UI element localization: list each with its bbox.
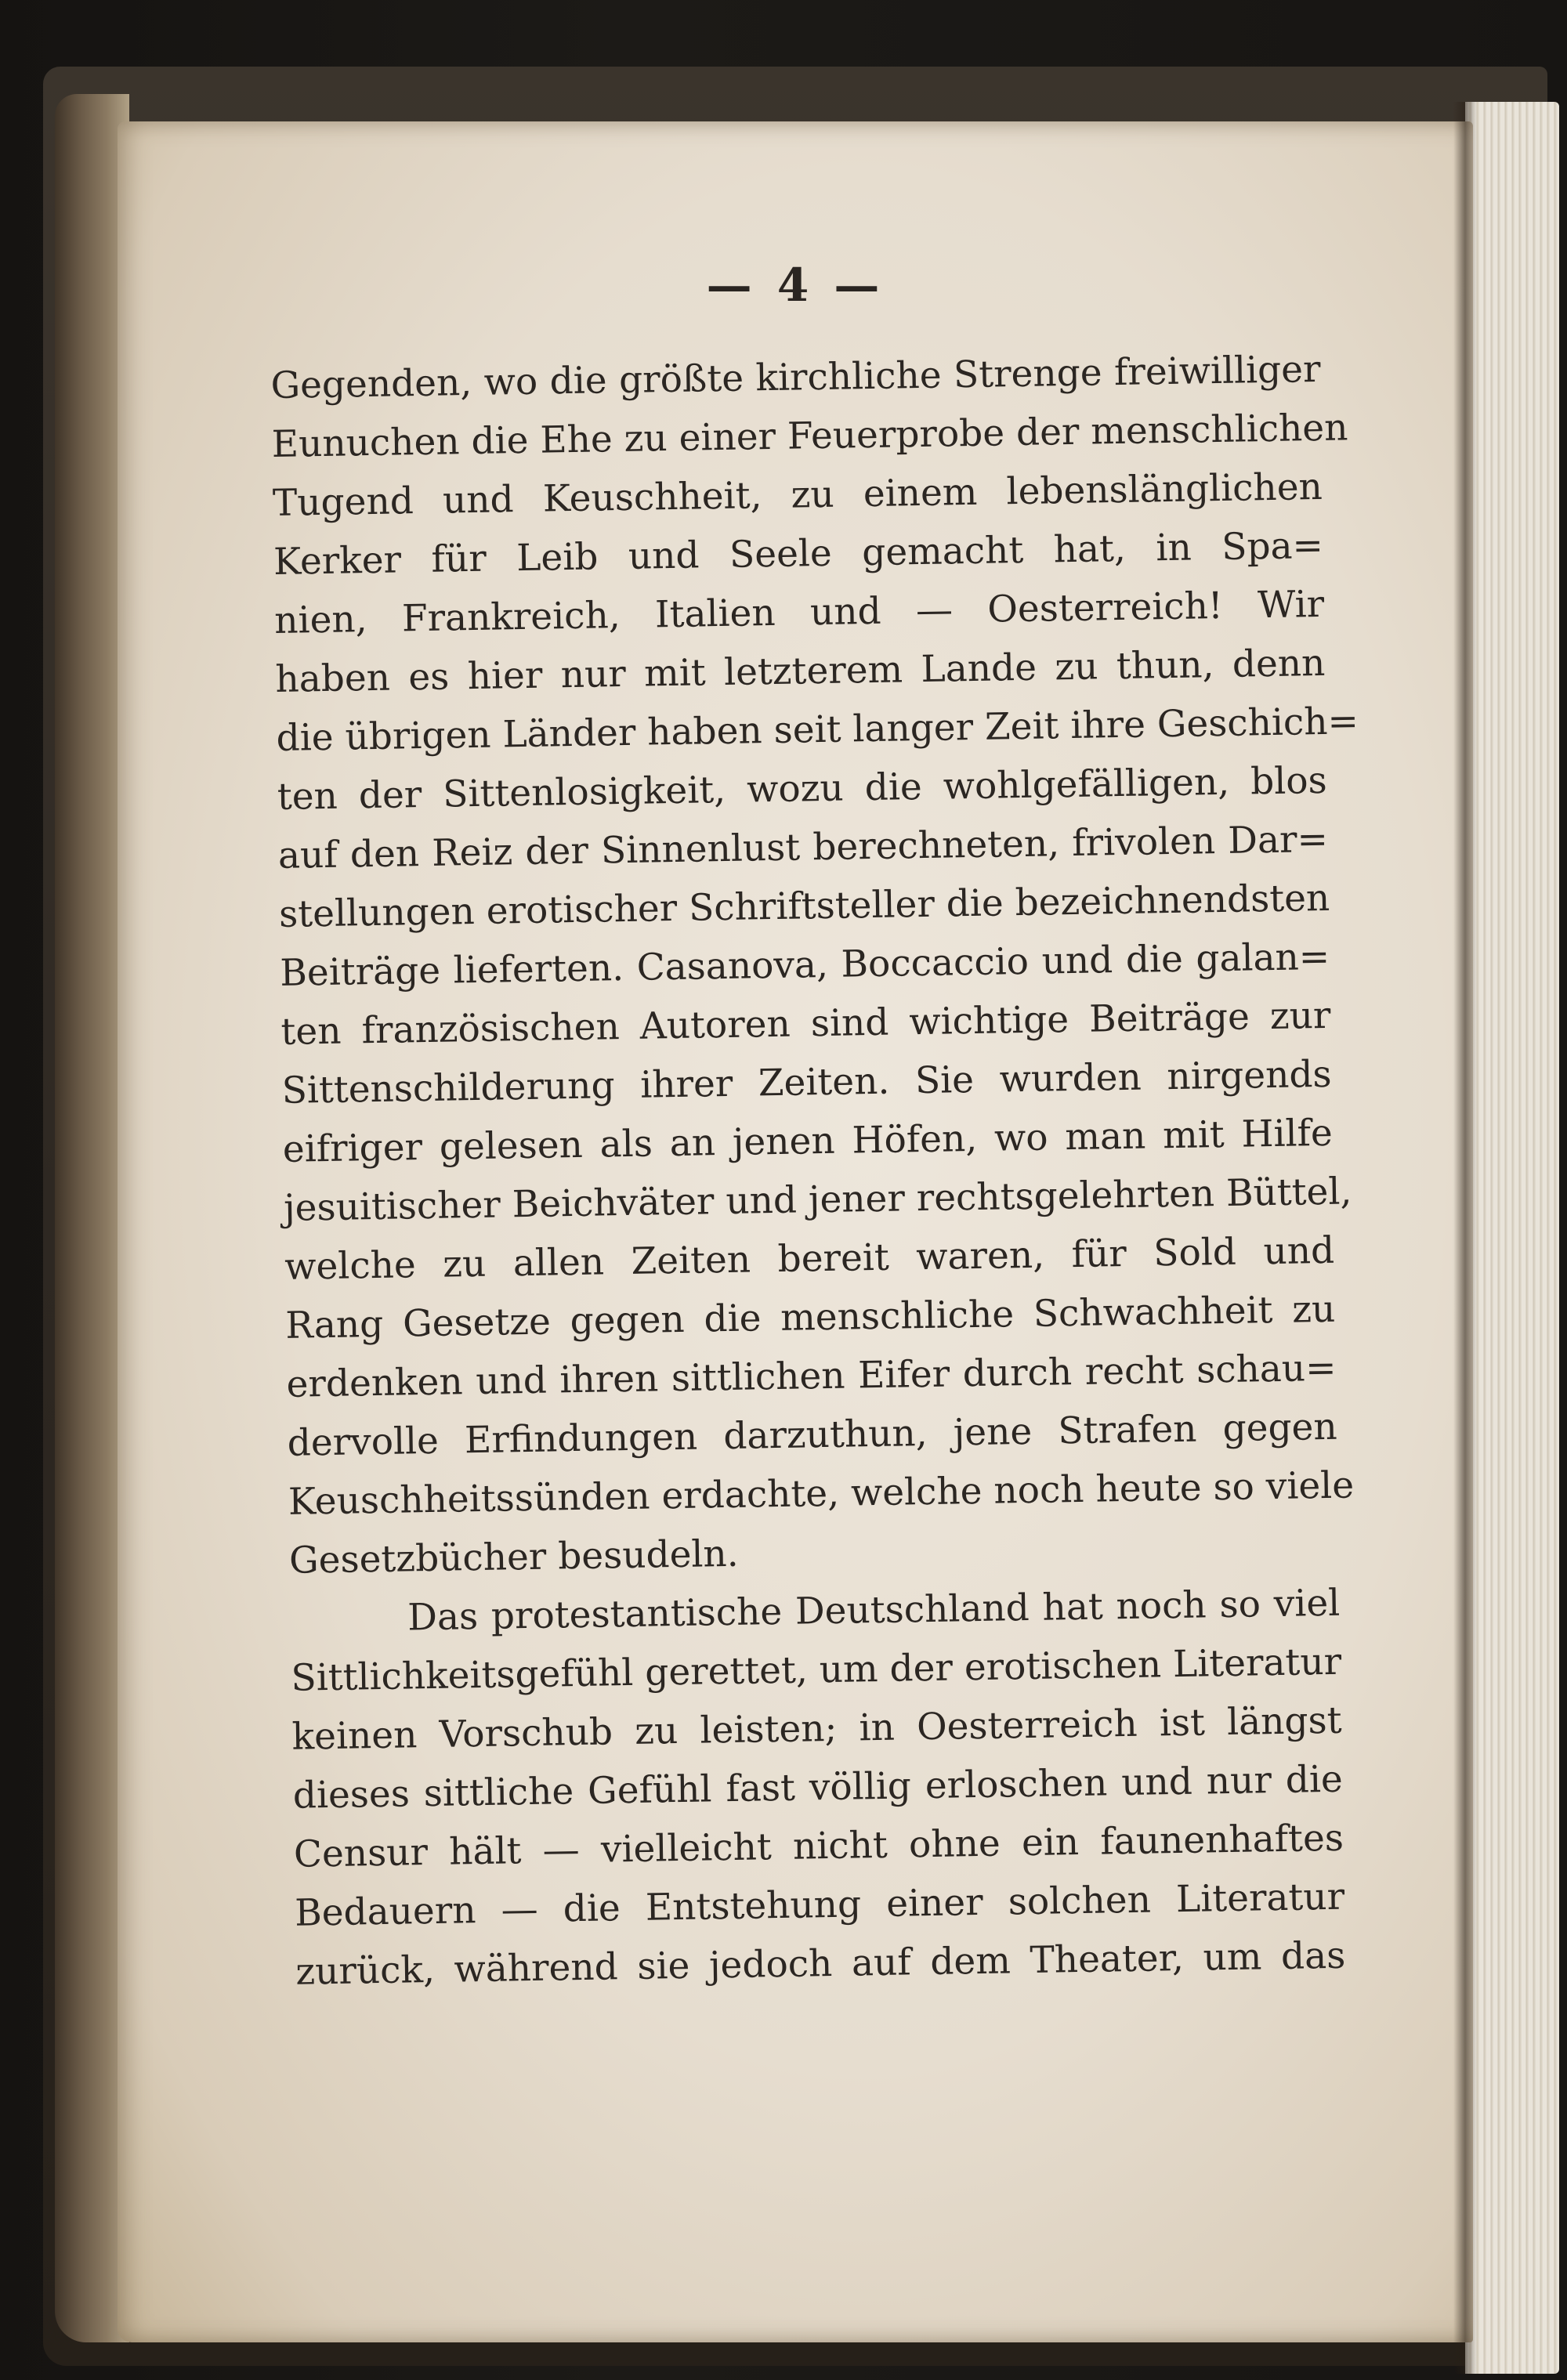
text-line: eifriger gelesen als an jenen Höfen, wo man mit Hilfe [282,1111,1334,1171]
gutter-shadow [1453,102,1477,2374]
text-line: ten französischen Autoren sind wichtige Beiträge zur [280,993,1331,1054]
page-number: — 4 — [706,259,885,312]
text-line: Tugend und Keuschheit, zu einem lebenslänglichen [272,465,1323,525]
text-line: stellungen erotischer Schriftsteller die bezeichnendsten [278,876,1330,936]
text-line: Sittlichkeitsgefühl gerettet, um der erotischen Literatur [291,1640,1342,1700]
text-line: jesuitischer Beichväter und jener rechtsgelehrten Büttel, [283,1170,1352,1230]
text-line: Keuschheitssünden erdachte, welche noch heute so viele [288,1463,1355,1524]
text-line: Beiträge lieferten. Casanova, Boccaccio und die galan= [279,935,1330,995]
text-line: ten der Sittenlosigkeit, wozu die wohlgefälligen, blos [277,758,1328,819]
text-line: keinen Vorschub zu leisten; in Oesterreich ist längst [291,1698,1342,1759]
text-line: welche zu allen Zeiten bereit waren, für Sold und [284,1228,1335,1289]
text-line: Rang Gesetze gegen die menschliche Schwachheit zu [285,1287,1336,1347]
text-line: zurück, während sie jedoch auf dem Theater, um das [295,1933,1346,1994]
text-line: Gegenden, wo die größte kirchliche Strenge freiwilliger [270,347,1321,407]
text-line: nien, Frankreich, Italien und — Oesterreich! Wir [273,582,1325,642]
text-line: Eunuchen die Ehe zu einer Feuerprobe der menschlichen [271,406,1348,466]
text-line: Kerker für Leib und Seele gemacht hat, in Spa= [273,523,1324,584]
page-text [270,340,1359,2002]
text-line: dervolle Erfindungen darzuthun, jene Strafen gegen [287,1405,1338,1465]
page-edges [1465,102,1559,2374]
text-line: Das protestantische Deutschland hat noch so viel [407,1581,1341,1640]
text-line: Censur hält — vielleicht nicht ohne ein faunenhaftes [293,1816,1344,1876]
text-line: Bedauern — die Entstehung einer solchen Literatur [294,1875,1345,1935]
text-line: Gesetzbücher besudeln. [288,1532,740,1582]
text-line: dieses sittliche Gefühl fast völlig erloschen und nur die [292,1757,1344,1818]
text-line: haben es hier nur mit letzterem Lande zu thun, denn [275,641,1326,701]
text-line: auf den Reiz der Sinnenlust berechneten, frivolen Dar= [277,817,1329,877]
text-line: erdenken und ihren sittlichen Eifer durch recht schau= [286,1346,1337,1406]
text-line: Sittenschilderung ihrer Zeiten. Sie wurden nirgends [281,1052,1332,1112]
text-line: die übrigen Länder haben seit langer Zeit ihre Geschich= [276,700,1359,760]
